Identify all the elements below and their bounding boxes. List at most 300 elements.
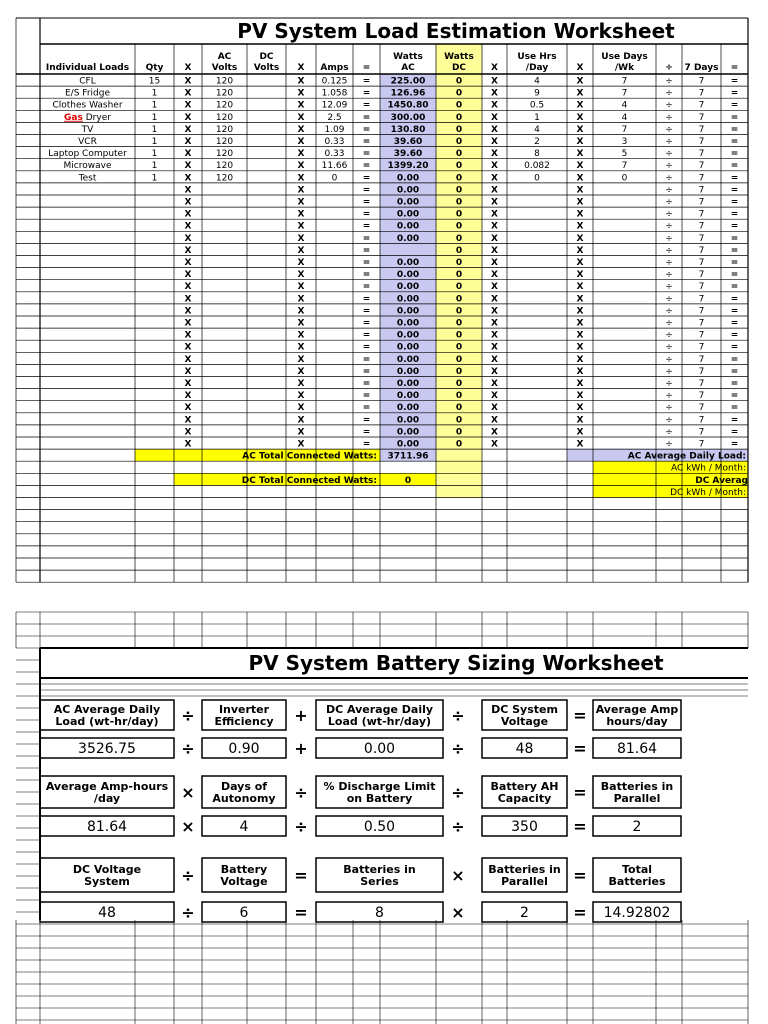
equals-sign: = <box>362 76 371 87</box>
watts-dc-cell: 0 <box>455 233 463 244</box>
hrs-day-cell: 1 <box>534 112 540 123</box>
ac-volts-cell: 120 <box>215 88 234 99</box>
label-line2: System <box>84 875 130 888</box>
times-sign: X <box>576 366 584 377</box>
equals-sign: = <box>362 318 371 329</box>
value-cell: 0.00 <box>363 741 396 757</box>
times-sign: X <box>576 245 584 256</box>
seven-days-cell: 7 <box>698 137 705 147</box>
equals-sign: = <box>730 403 739 414</box>
equals-sign: = <box>730 161 739 172</box>
equals-sign: = <box>362 100 371 111</box>
watts-ac-cell: 126.96 <box>390 88 426 99</box>
seven-days-cell: 7 <box>698 306 705 317</box>
header-9-line2: DC <box>451 63 467 73</box>
value-cell: 14.92802 <box>603 905 671 921</box>
divide-sign: ÷ <box>665 366 673 377</box>
watts-ac-cell: 0.00 <box>396 270 420 281</box>
times-sign: X <box>297 403 305 414</box>
times-sign: X <box>297 137 305 147</box>
times-sign: X <box>491 318 498 329</box>
seven-days-cell: 7 <box>698 439 705 450</box>
seven-days-cell: 7 <box>698 391 705 402</box>
divide-sign: ÷ <box>665 137 673 147</box>
equals-sign: = <box>362 245 371 256</box>
divide-sign: ÷ <box>665 185 673 196</box>
watts-ac-cell: 0.00 <box>396 197 420 208</box>
watts-ac-cell: 0.00 <box>396 173 420 184</box>
times-sign: X <box>297 270 305 281</box>
dc-kwh-label: DC kWh / Month: <box>670 487 746 498</box>
header-14: ÷ <box>665 63 673 73</box>
seven-days-cell: 7 <box>698 173 705 184</box>
times-sign: X <box>297 173 305 184</box>
days-week-cell: 7 <box>621 76 628 87</box>
times-sign: X <box>184 439 192 450</box>
divide-sign: ÷ <box>665 149 673 160</box>
times-sign: X <box>491 137 498 147</box>
label-line1: DC Average Daily <box>325 703 434 716</box>
watts-ac-cell: 0.00 <box>396 439 420 450</box>
watts-dc-cell: 0 <box>455 379 463 389</box>
times-sign: X <box>576 318 584 329</box>
times-sign: X <box>576 88 584 99</box>
operator-sign: ÷ <box>181 739 195 758</box>
times-sign: X <box>491 258 498 268</box>
equals-sign: = <box>730 379 739 389</box>
equals-sign: = <box>730 330 739 341</box>
times-sign: X <box>576 415 584 426</box>
amps-cell: 12.09 <box>321 100 348 111</box>
seven-days-cell: 7 <box>698 221 705 232</box>
equals-sign: = <box>730 258 739 268</box>
label-line2: Load (wt-hr/day) <box>327 715 432 728</box>
times-sign: X <box>491 161 498 172</box>
header-3-line1: AC <box>217 52 232 62</box>
qty-cell: 15 <box>148 76 161 87</box>
label-line1: Total <box>621 863 653 876</box>
times-sign: X <box>184 403 192 414</box>
times-sign: X <box>576 209 584 220</box>
load-name: Laptop Computer <box>48 149 127 160</box>
watts-dc-cell: 0 <box>455 100 463 111</box>
days-week-cell: 5 <box>621 149 628 160</box>
times-sign: X <box>297 330 305 341</box>
times-sign: X <box>491 379 498 389</box>
value-cell: 4 <box>239 819 249 835</box>
equals-sign: = <box>730 209 739 220</box>
qty-cell: 1 <box>151 112 158 123</box>
load-sheet-title: PV System Load Estimation Worksheet <box>237 19 675 43</box>
value-cell: 48 <box>515 741 534 757</box>
operator-sign: + <box>294 739 308 758</box>
times-sign: X <box>297 439 305 450</box>
times-sign: X <box>491 112 498 123</box>
times-sign: X <box>576 342 584 353</box>
seven-days-cell: 7 <box>698 330 705 341</box>
equals-sign: = <box>362 439 371 450</box>
equals-sign: = <box>362 173 371 184</box>
value-cell: 350 <box>511 819 538 835</box>
equals-sign: = <box>730 88 739 99</box>
label-line1: Battery <box>220 863 268 876</box>
equals-sign: = <box>730 233 739 244</box>
divide-sign: ÷ <box>665 209 673 220</box>
operator-sign: ÷ <box>181 706 195 725</box>
watts-dc-cell: 0 <box>455 415 463 426</box>
days-week-cell: 4 <box>621 112 628 123</box>
qty-cell: 1 <box>151 173 158 184</box>
watts-ac-cell: 0.00 <box>396 427 420 438</box>
seven-days-cell: 7 <box>698 318 705 329</box>
divide-sign: ÷ <box>665 245 673 256</box>
header-13-line2: /Wk <box>614 63 635 73</box>
hrs-day-cell: 8 <box>534 149 540 160</box>
equals-sign: = <box>362 379 371 389</box>
label-line2: Autonomy <box>212 792 276 805</box>
times-sign: X <box>491 415 498 426</box>
times-sign: X <box>297 112 305 123</box>
equals-sign: = <box>362 149 371 160</box>
equals-sign: = <box>730 112 739 123</box>
watts-dc-cell: 0 <box>455 88 463 99</box>
load-name: CFL <box>79 76 96 87</box>
times-sign: X <box>184 415 192 426</box>
equals-sign: = <box>730 354 739 365</box>
watts-dc-cell: 0 <box>455 354 463 365</box>
seven-days-cell: 7 <box>698 197 705 208</box>
seven-days-cell: 7 <box>698 366 705 377</box>
ac-total-label: AC Total Connected Watts: <box>242 451 377 462</box>
times-sign: X <box>297 282 305 293</box>
header-12: X <box>576 63 584 73</box>
equals-sign: = <box>730 415 739 426</box>
watts-dc-cell: 0 <box>455 185 463 196</box>
load-name: Clothes Washer <box>52 100 123 111</box>
ac-volts-cell: 120 <box>215 76 234 87</box>
seven-days-cell: 7 <box>698 209 705 220</box>
seven-days-cell: 7 <box>698 149 705 160</box>
times-sign: X <box>297 379 305 389</box>
divide-sign: ÷ <box>665 354 673 365</box>
divide-sign: ÷ <box>665 379 673 389</box>
label-line2: Efficiency <box>214 715 274 728</box>
times-sign: X <box>491 330 498 341</box>
divide-sign: ÷ <box>665 294 673 305</box>
times-sign: X <box>297 197 305 208</box>
times-sign: X <box>491 282 498 293</box>
times-sign: X <box>576 391 584 402</box>
times-sign: X <box>576 112 584 123</box>
times-sign: X <box>491 403 498 414</box>
watts-dc-cell: 0 <box>455 76 463 87</box>
days-week-cell: 7 <box>621 124 628 135</box>
header-8-line2: AC <box>401 63 415 73</box>
seven-days-cell: 7 <box>698 282 705 293</box>
watts-ac-cell: 0.00 <box>396 391 420 402</box>
times-sign: X <box>576 282 584 293</box>
times-sign: X <box>576 403 584 414</box>
times-sign: X <box>576 76 584 87</box>
times-sign: X <box>184 124 192 135</box>
watts-dc-cell: 0 <box>455 221 463 232</box>
value-cell: 48 <box>98 905 116 921</box>
amps-cell: 11.66 <box>321 161 348 172</box>
equals-sign: = <box>362 415 371 426</box>
seven-days-cell: 7 <box>698 124 705 135</box>
divide-sign: ÷ <box>665 124 673 135</box>
divide-sign: ÷ <box>665 415 673 426</box>
times-sign: X <box>184 100 192 111</box>
ac-avg-daily-label: AC Average Daily Load: <box>627 451 746 462</box>
amps-cell: 0.33 <box>324 149 345 160</box>
times-sign: X <box>491 245 498 256</box>
label-line1: Inverter <box>218 703 270 716</box>
times-sign: X <box>491 270 498 281</box>
equals-sign: = <box>730 342 739 353</box>
value-cell: 2 <box>632 819 642 835</box>
times-sign: X <box>297 100 305 111</box>
label-line1: Batteries in <box>343 863 416 876</box>
seven-days-cell: 7 <box>698 270 705 281</box>
load-name: Microwave <box>63 161 112 172</box>
load-name: VCR <box>78 137 97 147</box>
times-sign: X <box>297 185 305 196</box>
watts-ac-cell: 0.00 <box>396 415 420 426</box>
times-sign: X <box>184 306 192 317</box>
times-sign: X <box>491 173 498 184</box>
equals-sign: = <box>362 282 371 293</box>
times-sign: X <box>491 76 498 87</box>
times-sign: X <box>297 209 305 220</box>
qty-cell: 1 <box>151 137 158 147</box>
times-sign: X <box>576 379 584 389</box>
times-sign: X <box>576 439 584 450</box>
equals-sign: = <box>730 270 739 281</box>
hrs-day-cell: 4 <box>534 124 540 135</box>
watts-dc-cell: 0 <box>455 137 463 147</box>
watts-dc-cell: 0 <box>455 403 463 414</box>
times-sign: X <box>297 366 305 377</box>
seven-days-cell: 7 <box>698 88 705 99</box>
operator-sign: × <box>451 903 465 922</box>
label-line2: Voltage <box>500 715 549 728</box>
times-sign: X <box>297 342 305 353</box>
amps-cell: 1.058 <box>321 88 348 99</box>
equals-sign: = <box>362 88 371 99</box>
value-cell: 0.50 <box>363 819 396 835</box>
times-sign: X <box>184 221 192 232</box>
times-sign: X <box>184 137 192 147</box>
times-sign: X <box>491 342 498 353</box>
times-sign: X <box>184 318 192 329</box>
hrs-day-cell: 9 <box>534 88 540 99</box>
equals-sign: = <box>730 124 739 135</box>
header-10: X <box>491 63 498 73</box>
equals-sign: = <box>730 137 739 147</box>
operator-sign: ÷ <box>451 706 465 725</box>
times-sign: X <box>184 258 192 268</box>
operator-sign: = <box>573 866 587 885</box>
watts-ac-cell: 0.00 <box>396 354 420 365</box>
equals-sign: = <box>362 137 371 147</box>
equals-sign: = <box>730 306 739 317</box>
divide-sign: ÷ <box>665 439 673 450</box>
equals-sign: = <box>730 427 739 438</box>
operator-sign: = <box>294 866 308 885</box>
times-sign: X <box>576 173 584 184</box>
label-line2: hours/day <box>606 715 668 728</box>
divide-sign: ÷ <box>665 282 673 293</box>
times-sign: X <box>297 221 305 232</box>
equals-sign: = <box>362 366 371 377</box>
equals-sign: = <box>362 427 371 438</box>
seven-days-cell: 7 <box>698 379 705 389</box>
equals-sign: = <box>730 282 739 293</box>
label-line1: Batteries in <box>488 863 561 876</box>
seven-days-cell: 7 <box>698 415 705 426</box>
header-6: Amps <box>320 63 349 73</box>
dc-total-value: 0 <box>404 475 412 486</box>
divide-sign: ÷ <box>665 88 673 99</box>
value-cell: 81.64 <box>86 819 128 835</box>
header-4-line2: Volts <box>253 63 280 73</box>
seven-days-cell: 7 <box>698 161 705 172</box>
times-sign: X <box>491 439 498 450</box>
equals-sign: = <box>730 221 739 232</box>
divide-sign: ÷ <box>665 342 673 353</box>
hrs-day-cell: 0.082 <box>524 161 550 172</box>
divide-sign: ÷ <box>665 76 673 87</box>
times-sign: X <box>184 391 192 402</box>
times-sign: X <box>297 161 305 172</box>
equals-sign: = <box>362 233 371 244</box>
operator-sign: = <box>573 783 587 802</box>
times-sign: X <box>184 173 192 184</box>
operator-sign: ÷ <box>451 817 465 836</box>
times-sign: X <box>184 427 192 438</box>
watts-dc-cell: 0 <box>455 173 463 184</box>
times-sign: X <box>576 233 584 244</box>
equals-sign: = <box>362 209 371 220</box>
hrs-day-cell: 0 <box>534 173 540 184</box>
header-2: X <box>184 63 192 73</box>
divide-sign: ÷ <box>665 306 673 317</box>
seven-days-cell: 7 <box>698 354 705 365</box>
label-line2: Parallel <box>613 792 661 805</box>
times-sign: X <box>576 161 584 172</box>
divide-sign: ÷ <box>665 318 673 329</box>
watts-dc-cell: 0 <box>455 161 463 172</box>
operator-sign: = <box>573 706 587 725</box>
header-11-line1: Use Hrs <box>517 52 557 62</box>
header-15: 7 Days <box>684 63 719 73</box>
ac-volts-cell: 120 <box>215 112 234 123</box>
days-week-cell: 4 <box>621 100 628 111</box>
times-sign: X <box>184 112 192 123</box>
divide-sign: ÷ <box>665 391 673 402</box>
hrs-day-cell: 0.5 <box>529 100 545 111</box>
divide-sign: ÷ <box>665 270 673 281</box>
equals-sign: = <box>362 270 371 281</box>
times-sign: X <box>576 270 584 281</box>
times-sign: X <box>184 197 192 208</box>
ac-volts-cell: 120 <box>215 173 234 184</box>
seven-days-cell: 7 <box>698 112 705 123</box>
watts-dc-cell: 0 <box>455 366 463 377</box>
times-sign: X <box>576 197 584 208</box>
times-sign: X <box>184 330 192 341</box>
watts-dc-cell: 0 <box>455 112 463 123</box>
watts-ac-cell: 1450.80 <box>387 100 429 111</box>
header-8-line1: Watts <box>393 52 423 62</box>
qty-cell: 1 <box>151 149 158 160</box>
watts-ac-cell: 0.00 <box>396 282 420 293</box>
equals-sign: = <box>362 124 371 135</box>
amps-cell: 2.5 <box>327 112 342 123</box>
times-sign: X <box>576 185 584 196</box>
watts-dc-cell: 0 <box>455 209 463 220</box>
label-line2: Batteries <box>608 875 666 888</box>
times-sign: X <box>576 100 584 111</box>
times-sign: X <box>576 124 584 135</box>
times-sign: X <box>184 270 192 281</box>
times-sign: X <box>491 185 498 196</box>
equals-sign: = <box>730 245 739 256</box>
load-name: Gas Dryer <box>64 112 111 123</box>
times-sign: X <box>491 149 498 160</box>
ac-volts-cell: 120 <box>215 124 234 135</box>
equals-sign: = <box>362 294 371 305</box>
times-sign: X <box>297 354 305 365</box>
ac-kwh-label: AC kWh / Month: <box>671 463 746 474</box>
times-sign: X <box>297 76 305 87</box>
header-5: X <box>297 63 305 73</box>
seven-days-cell: 7 <box>698 185 705 196</box>
times-sign: X <box>184 185 192 196</box>
amps-cell: 0 <box>331 173 338 184</box>
equals-sign: = <box>730 173 739 184</box>
label-line1: Average Amp <box>595 703 679 716</box>
value-cell: 3526.75 <box>78 741 136 757</box>
times-sign: X <box>491 354 498 365</box>
label-line2: Capacity <box>497 792 552 805</box>
label-line1: Days of <box>220 780 268 793</box>
watts-dc-cell: 0 <box>455 197 463 208</box>
equals-sign: = <box>730 318 739 329</box>
header-11-line2: /Day <box>525 63 549 73</box>
times-sign: X <box>576 221 584 232</box>
equals-sign: = <box>362 391 371 402</box>
seven-days-cell: 7 <box>698 100 705 111</box>
times-sign: X <box>297 149 305 160</box>
watts-ac-cell: 130.80 <box>390 124 426 135</box>
watts-ac-cell: 300.00 <box>390 112 426 123</box>
equals-sign: = <box>362 185 371 196</box>
operator-sign: = <box>573 739 587 758</box>
watts-ac-cell: 39.60 <box>393 149 423 160</box>
ac-volts-cell: 120 <box>215 161 234 172</box>
seven-days-cell: 7 <box>698 233 705 244</box>
watts-ac-cell: 0.00 <box>396 258 420 268</box>
times-sign: X <box>184 282 192 293</box>
qty-cell: 1 <box>151 161 158 172</box>
times-sign: X <box>297 318 305 329</box>
times-sign: X <box>491 88 498 99</box>
value-cell: 8 <box>375 905 384 921</box>
operator-sign: × <box>181 783 195 802</box>
watts-dc-cell: 0 <box>455 306 463 317</box>
